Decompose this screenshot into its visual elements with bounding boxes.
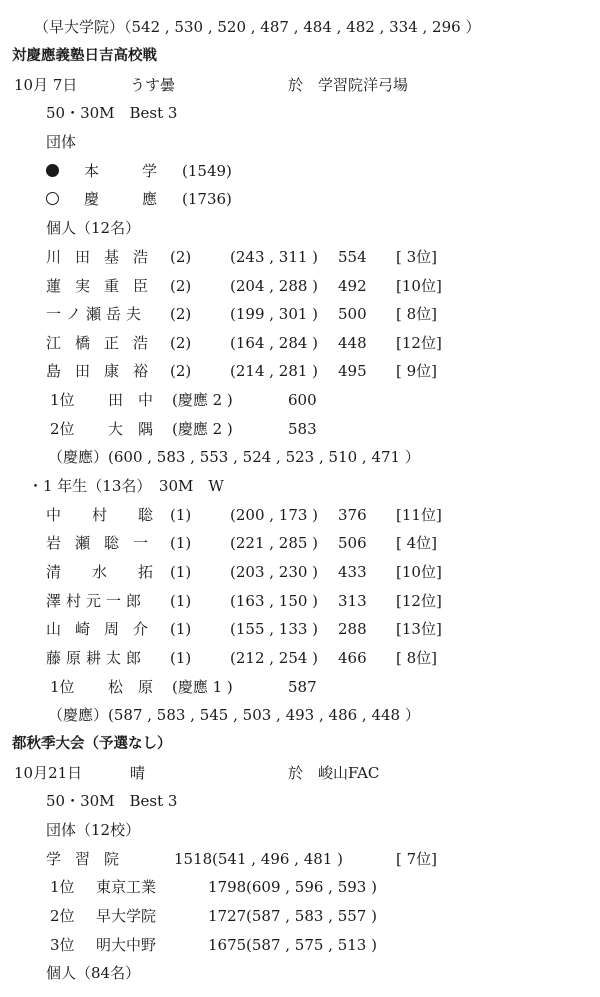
finisher-team: (慶應 1 ) — [172, 678, 233, 696]
player-row — [0, 330, 600, 356]
ranked-team-total: 1798 — [208, 878, 247, 896]
player-grade: (1) — [170, 620, 192, 638]
individual-label-line — [0, 215, 600, 241]
finisher-total: 583 — [288, 420, 317, 438]
finisher-team: (慶應 2 ) — [172, 391, 233, 409]
team-rank: [ 7位] — [396, 850, 438, 868]
team-label: 団体 — [46, 133, 77, 151]
school-scores-line — [0, 444, 600, 470]
individual-label: 個人（84名） — [46, 964, 141, 982]
finisher-total: 587 — [288, 678, 317, 696]
player-scores: (243 , 311 ) — [230, 248, 319, 266]
player-name: 江橋正浩 — [46, 334, 163, 352]
team-scores: (541 , 496 , 481 ) — [212, 850, 343, 868]
school-scores-line — [0, 14, 600, 40]
player-total: 433 — [338, 563, 367, 581]
player-row — [0, 502, 600, 528]
match-weather: うす曇 — [130, 76, 176, 94]
player-row — [0, 358, 600, 384]
finish-place: 1位 — [50, 878, 75, 896]
ranked-team-total: 1727 — [208, 907, 247, 925]
player-scores: (200 , 173 ) — [230, 506, 319, 524]
ranked-team: 早大学院 — [96, 907, 157, 925]
player-grade: (1) — [170, 506, 192, 524]
player-row — [0, 559, 600, 585]
finisher-name: 田 中 — [108, 391, 154, 409]
player-rank: [ 8位] — [396, 649, 438, 667]
player-name: 一ノ瀬岳夫 — [46, 305, 147, 323]
player-grade: (2) — [170, 334, 192, 352]
ranked-team: 明大中野 — [96, 936, 157, 954]
player-grade: (2) — [170, 362, 192, 380]
loss-marker-icon — [46, 164, 59, 177]
player-total: 492 — [338, 277, 367, 295]
player-name: 澤村元一郎 — [46, 592, 147, 610]
ranked-team-total: 1675 — [208, 936, 247, 954]
finish-place: 2位 — [50, 420, 75, 438]
team-name: 本 学 — [84, 162, 172, 180]
finisher-total: 600 — [288, 391, 317, 409]
player-total: 448 — [338, 334, 367, 352]
player-scores: (155 , 133 ) — [230, 620, 319, 638]
finisher-team: (慶應 2 ) — [172, 420, 233, 438]
school-scores-line — [0, 702, 600, 728]
player-total: 506 — [338, 534, 367, 552]
player-row — [0, 588, 600, 614]
team-total: 1518 — [174, 850, 213, 868]
top-finisher-row — [0, 674, 600, 700]
top-finisher-row — [0, 387, 600, 413]
player-total: 288 — [338, 620, 367, 638]
player-rank: [12位] — [396, 334, 442, 352]
ranked-team-scores: (587 , 575 , 513 ) — [246, 936, 377, 954]
team-name: 慶 應 — [84, 190, 172, 208]
match-info-row — [0, 760, 600, 786]
player-row — [0, 273, 600, 299]
player-grade: (2) — [170, 277, 192, 295]
format-line — [0, 100, 600, 126]
player-row — [0, 645, 600, 671]
match-date: 10月21日 — [14, 764, 83, 782]
keio-scores: （慶應）(600 , 583 , 553 , 524 , 523 , 510 , 471 ） — [48, 448, 420, 466]
player-scores: (204 , 288 ) — [230, 277, 319, 295]
team-ranking-row — [0, 932, 600, 958]
player-name: 島田康裕 — [46, 362, 163, 380]
player-rank: [12位] — [396, 592, 442, 610]
freshman-heading: ・1 年生（13名） 30M W — [28, 477, 224, 495]
player-total: 466 — [338, 649, 367, 667]
format-text: 50・30M Best 3 — [46, 104, 178, 122]
match-title: 対慶應義塾日吉高校戦 — [12, 48, 157, 64]
player-grade: (2) — [170, 248, 192, 266]
player-row — [0, 616, 600, 642]
player-scores: (212 , 254 ) — [230, 649, 319, 667]
section-heading — [0, 43, 600, 69]
finish-place: 1位 — [50, 678, 75, 696]
finisher-name: 大 隅 — [108, 420, 154, 438]
win-marker-icon — [46, 192, 59, 205]
player-total: 313 — [338, 592, 367, 610]
match-venue: 於 峻山FAC — [288, 764, 380, 782]
player-rank: [ 4位] — [396, 534, 438, 552]
player-grade: (1) — [170, 649, 192, 667]
player-name: 中 村 聡 — [46, 506, 162, 524]
player-grade: (1) — [170, 534, 192, 552]
team-name: 学習院 — [46, 850, 134, 868]
match-weather: 晴 — [130, 764, 146, 782]
player-name: 蓮実重臣 — [46, 277, 163, 295]
finish-place: 1位 — [50, 391, 75, 409]
finish-place: 3位 — [50, 936, 75, 954]
keio-freshman-scores: （慶應）(587 , 583 , 545 , 503 , 493 , 486 , 448 ） — [48, 706, 420, 724]
player-scores: (199 , 301 ) — [230, 305, 319, 323]
player-rank: [ 8位] — [396, 305, 438, 323]
player-grade: (1) — [170, 563, 192, 581]
individual-label-line — [0, 960, 600, 986]
ranked-team-scores: (609 , 596 , 593 ) — [246, 878, 377, 896]
player-rank: [ 9位] — [396, 362, 438, 380]
player-rank: [10位] — [396, 563, 442, 581]
player-grade: (2) — [170, 305, 192, 323]
ranked-team-scores: (587 , 583 , 557 ) — [246, 907, 377, 925]
player-total: 376 — [338, 506, 367, 524]
format-text: 50・30M Best 3 — [46, 792, 178, 810]
player-total: 495 — [338, 362, 367, 380]
match-info-row — [0, 72, 600, 98]
match-date: 10月 7日 — [14, 76, 78, 94]
player-name: 清 水 拓 — [46, 563, 162, 581]
match-venue: 於 学習院洋弓場 — [288, 76, 409, 94]
finisher-name: 松 原 — [108, 678, 154, 696]
player-rank: [11位] — [396, 506, 442, 524]
format-line — [0, 788, 600, 814]
team-ranking-row — [0, 874, 600, 900]
player-scores: (214 , 281 ) — [230, 362, 319, 380]
team-result-row — [0, 846, 600, 872]
freshman-heading-line — [0, 473, 600, 499]
player-grade: (1) — [170, 592, 192, 610]
player-rank: [ 3位] — [396, 248, 438, 266]
finish-place: 2位 — [50, 907, 75, 925]
player-total: 500 — [338, 305, 367, 323]
player-name: 山崎周介 — [46, 620, 163, 638]
team-result-row — [0, 158, 600, 184]
team-score: (1736) — [182, 190, 232, 208]
player-name: 岩瀬聡一 — [46, 534, 163, 552]
individual-label: 個人（12名） — [46, 219, 141, 237]
player-scores: (164 , 284 ) — [230, 334, 319, 352]
player-row — [0, 244, 600, 270]
player-name: 藤原耕太郎 — [46, 649, 147, 667]
waseda-gakuin-scores: （早大学院）（542 , 530 , 520 , 487 , 484 , 482 , 334 , 296 ） — [34, 18, 481, 36]
team-label: 団体（12校） — [46, 821, 141, 839]
player-scores: (221 , 285 ) — [230, 534, 319, 552]
player-rank: [10位] — [396, 277, 442, 295]
team-result-row — [0, 186, 600, 212]
tournament-title: 都秋季大会（予選なし） — [12, 736, 172, 752]
top-finisher-row — [0, 416, 600, 442]
player-scores: (203 , 230 ) — [230, 563, 319, 581]
player-scores: (163 , 150 ) — [230, 592, 319, 610]
section-heading — [0, 731, 600, 757]
player-rank: [13位] — [396, 620, 442, 638]
ranked-team: 東京工業 — [96, 878, 157, 896]
player-row — [0, 530, 600, 556]
player-total: 554 — [338, 248, 367, 266]
player-row — [0, 301, 600, 327]
team-label-line — [0, 129, 600, 155]
player-name: 川田基浩 — [46, 248, 163, 266]
team-score: (1549) — [182, 162, 232, 180]
team-label-line — [0, 817, 600, 843]
team-ranking-row — [0, 903, 600, 929]
